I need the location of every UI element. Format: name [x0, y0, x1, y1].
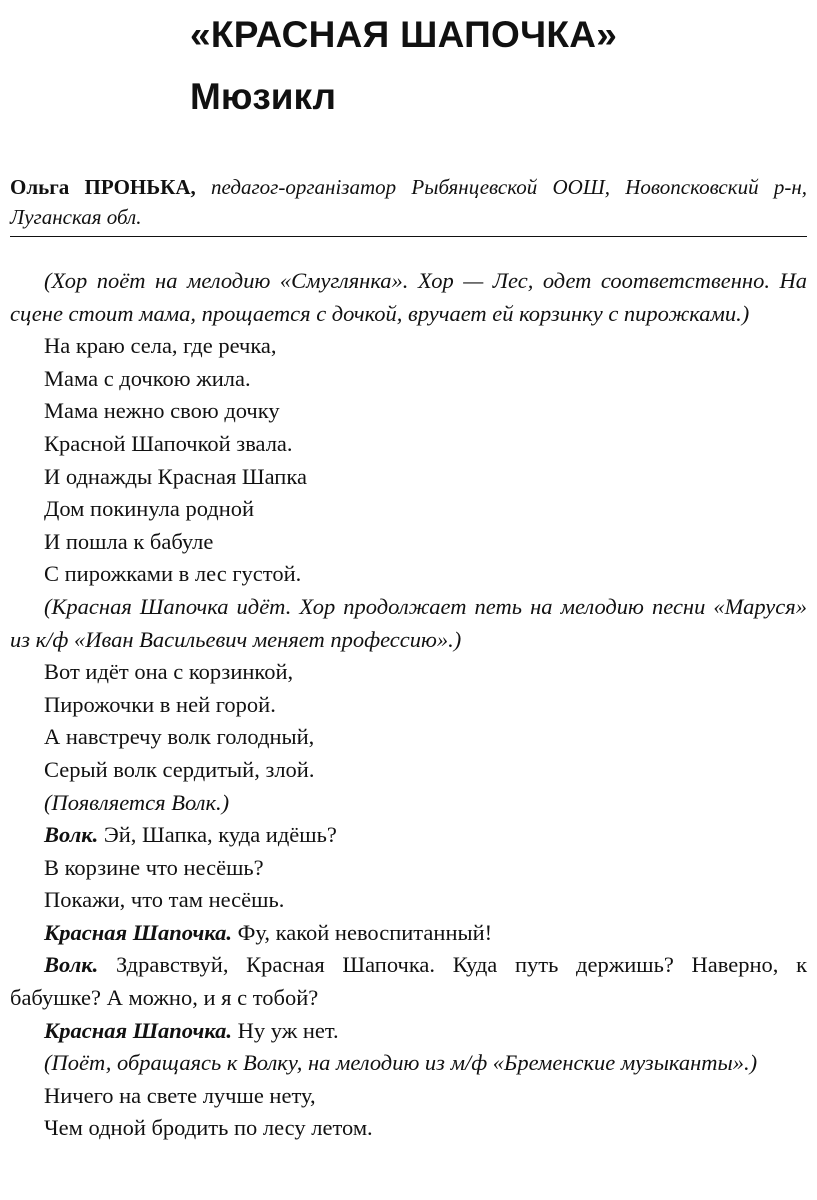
author-byline	[10, 172, 807, 237]
verse-line: Красной Шапочкой звала.	[44, 430, 293, 456]
speaker-name: Красная Шапочка.	[44, 1017, 232, 1043]
dialogue-line	[10, 1015, 807, 1048]
verse-line: И однажды Красная Шапка	[44, 463, 307, 489]
dialogue-line	[10, 819, 807, 852]
stage-direction: (Красная Шапочка идёт. Хор продолжает петь на мелодию песни «Маруся» из к/ф «Иван Васильевич меняет профессию».)	[10, 593, 807, 652]
stage-direction: (Поёт, обращаясь к Волку, на мелодию из м/ф «Бременские музыканты».)	[44, 1050, 758, 1076]
verse-line: Мама нежно свою дочку	[44, 398, 280, 424]
dialogue-line: В корзине что несёшь?	[44, 854, 264, 880]
page-subtitle: Мюзикл	[190, 76, 337, 117]
page-title: «КРАСНАЯ ШАПОЧКА»	[190, 14, 618, 55]
script-text	[10, 265, 807, 1145]
stage-direction: (Хор поёт на мелодию «Смуглянка». Хор — Лес, одет соответственно. На сцене стоит мама, прощается с дочкой, вручает ей корзинку с пирожками.)	[10, 268, 807, 326]
verse-line: Чем одной бродить по лесу летом.	[44, 1115, 373, 1141]
verse-line: И пошла к бабуле	[44, 528, 214, 554]
dialogue-line: Покажи, что там несёшь.	[44, 887, 285, 913]
verse-line: Вот идёт она с корзинкой,	[44, 659, 294, 685]
verse-line: С пирожками в лес густой.	[44, 561, 302, 587]
verse-line: Серый волк сердитый, злой.	[44, 756, 315, 782]
author-name: Ольга ПРОНЬКА,	[10, 175, 196, 199]
speaker-name: Волк.	[44, 952, 99, 978]
verse-line: На краю села, где речка,	[44, 333, 277, 359]
verse-line: А навстречу волк голодный,	[44, 724, 315, 750]
speaker-name: Волк.	[44, 822, 99, 848]
verse-line: Мама с дочкою жила.	[44, 365, 251, 391]
verse-line: Дом покинула родной	[44, 496, 255, 522]
dialogue-line	[10, 917, 807, 950]
dialogue-text: Эй, Шапка, куда идёшь?	[103, 822, 337, 848]
author-affiliation: педагог-організатор Рыбянцевской ООШ, Новопсковский р-н, Луганская обл.	[10, 175, 808, 229]
dialogue-line	[10, 949, 807, 1014]
dialogue-text: Ну уж нет.	[237, 1017, 339, 1043]
stage-direction: (Появляется Волк.)	[44, 789, 230, 815]
dialogue-text: Фу, какой невоспитанный!	[237, 919, 493, 945]
dialogue-text: Здравствуй, Красная Шапочка. Куда путь держишь? Наверно, к бабушке? А можно, и я с тобой?	[10, 952, 808, 1011]
speaker-name: Красная Шапочка.	[44, 919, 232, 945]
verse-line: Ничего на свете лучше нету,	[44, 1082, 316, 1108]
verse-line: Пирожочки в ней горой.	[44, 691, 276, 717]
